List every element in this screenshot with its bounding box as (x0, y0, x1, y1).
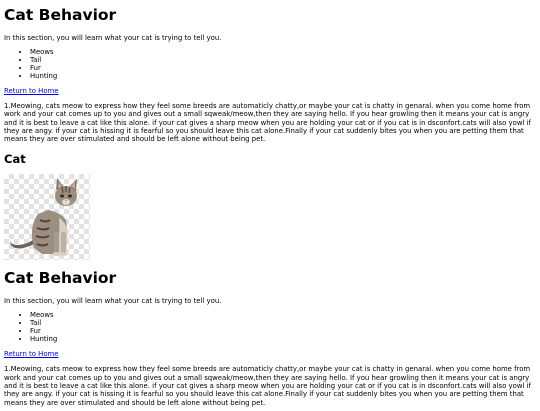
return-home-link[interactable]: Return to Home (4, 350, 59, 359)
list-item: • Fur (30, 327, 536, 335)
list-item: • Hunting (30, 335, 536, 343)
cat-illustration (4, 174, 90, 260)
return-link-wrapper (4, 350, 536, 358)
return-link-wrapper (4, 87, 536, 95)
list-item: • Meows (30, 48, 536, 56)
body-text: 1.Meowing, cats meow to express how they feel some breeds are automaticly chatty,or maybe your cat is chatty in genaral. when you come home from work and your cat comes up to you and gives out a small sqweak/meow,then they are saying hello. If you hear growling then it means your cat is angry and it is best to leave a cat like this alone. if your cat gives a sharp meow when you are holding your cat or if you cat is in dsconfort.cats will also yowl if they are angy. if your cat is hissing it is fearful so you should leave this cat alone.Finally if your cat suddenly bites you when you are petting them that means they are over stimulated and should be left alone without being pet. (4, 365, 531, 407)
page-title: Cat Behavior (4, 6, 117, 24)
intro-text: In this section, you will learn what your cat is trying to tell you. (4, 34, 222, 42)
return-home-link[interactable]: Return to Home (4, 87, 59, 95)
page (0, 6, 540, 407)
topic-list (4, 48, 536, 80)
cat-heading: Cat (4, 152, 26, 167)
intro-text: In this section, you will learn what your cat is trying to tell you. (4, 297, 222, 306)
section-title: Cat Behavior (4, 269, 117, 288)
list-item: • Tail (30, 56, 536, 64)
topic-list (4, 311, 536, 343)
cat-image (4, 174, 90, 260)
list-item: • Fur (30, 64, 536, 72)
list-item: • Hunting (30, 72, 536, 80)
list-item: • Meows (30, 311, 536, 319)
body-text: 1.Meowing, cats meow to express how they feel some breeds are automaticly chatty,or maybe your cat is chatty in genaral. when you come home from work and your cat comes up to you and gives out a small sqweak/meow,then they are saying hello. If you hear growling then it means your cat is angry and it is best to leave a cat like this alone. if your cat gives a sharp meow when you are holding your cat or if you cat is in dsconfort.cats will also yowl if they are angy. if your cat is hissing it is fearful so you should leave this cat alone.Finally if your cat suddenly bites you when you are petting them that means they are over stimulated and should be left alone without being pet. (4, 102, 531, 144)
list-item: • Tail (30, 319, 536, 327)
